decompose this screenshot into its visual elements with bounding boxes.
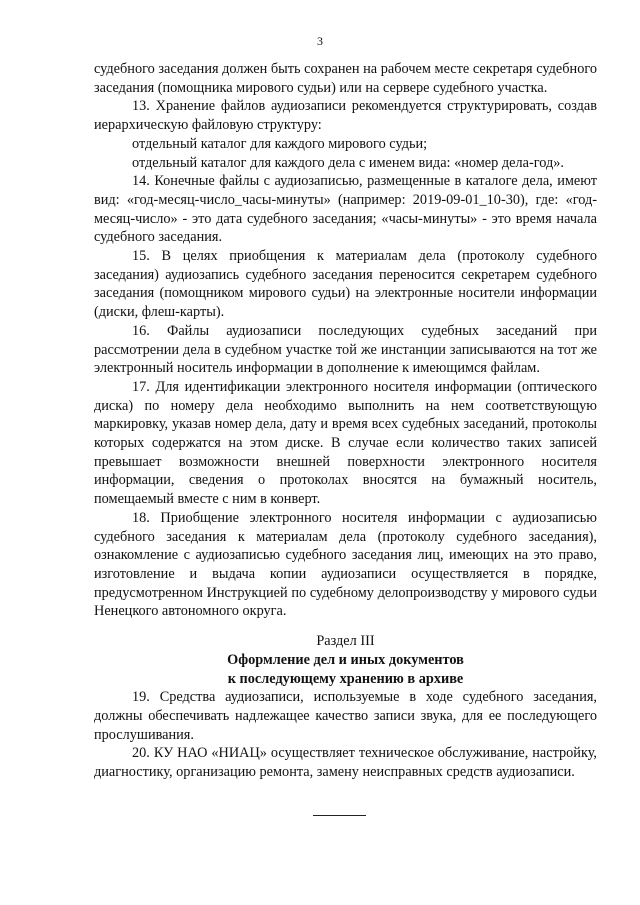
paragraph-14: 14. Конечные файлы с аудиозаписью, размещенные в каталоге дела, имеют вид: «год-месяц-число_часы-минуты» (например: 2019-09-01_10-30), где: «год-месяц-число» - это дата судебного заседания; «часы-минуты» - это время начала судебного заседания. — [94, 173, 597, 246]
section-label: Раздел III — [316, 633, 375, 650]
list-item-case-catalog: отдельный каталог для каждого дела с именем вида: «номер дела-год». — [132, 154, 564, 171]
section-title-line1: Оформление дел и иных документов — [227, 651, 464, 668]
paragraph-15: 15. В целях приобщения к материалам дела (протоколу судебного заседания) аудиозапись судебного заседания переносится секретарем судебного заседания (помощником мирового судьи) на электронные носители информации (диски, флеш-карты). — [94, 248, 597, 321]
paragraph-19: 19. Средства аудиозаписи, используемые в ходе судебного заседания, должны обеспечивать надлежащее качество записи звука, для ее последующего прослушивания. — [94, 689, 597, 743]
list-item-judge-catalog: отдельный каталог для каждого мирового судьи; — [132, 135, 428, 152]
end-divider — [313, 815, 366, 816]
paragraph-18: 18. Приобщение электронного носителя информации с аудиозаписью судебного заседания к материалам дела (протоколу судебного заседания), ознакомление с аудиозаписью судебного заседания лиц, имеющих на это право, изготовление и выдача копии аудиозаписи осуществляется в порядке, предусмотренном Инструкцией по судебному делопроизводству у мирового судьи Ненецкого автономного округа. — [94, 509, 597, 620]
page-number: 3 — [317, 34, 323, 48]
paragraph-13: 13. Хранение файлов аудиозаписи рекомендуется структурировать, создав иерархическую файловую структуру: — [94, 98, 597, 134]
paragraph-17: 17. Для идентификации электронного носителя информации (оптического диска) по номеру дела необходимо выполнить на нем соответствующую маркировку, указав номер дела, дату и время всех судебных заседаний, протоколы которых содержатся на этом диске. В случае если количество таких записей превышает возможности внешней поверхности электронного носителя информации, сведения о протоколах вносятся на бумажный носитель, помещаемый вместе с ним в конверт. — [94, 378, 597, 508]
document-body — [94, 60, 597, 782]
paragraph-20: 20. КУ НАО «НИАЦ» осуществляет техническое обслуживание, настройку, диагностику, организацию ремонта, замену неисправных средств аудиозаписи. — [94, 745, 597, 781]
section-title-line2: к последующему хранению в архиве — [227, 670, 464, 687]
paragraph-continuation: судебного заседания должен быть сохранен на рабочем месте секретаря судебного заседания (помощника мирового судьи) или на сервере судебного участка. — [94, 61, 597, 96]
paragraph-16: 16. Файлы аудиозаписи последующих судебных заседаний при рассмотрении дела в судебном участке той же инстанции записываются на тот же электронный носитель информации в дополнение к имеющимся файлам. — [94, 322, 597, 377]
section-heading — [94, 632, 597, 688]
